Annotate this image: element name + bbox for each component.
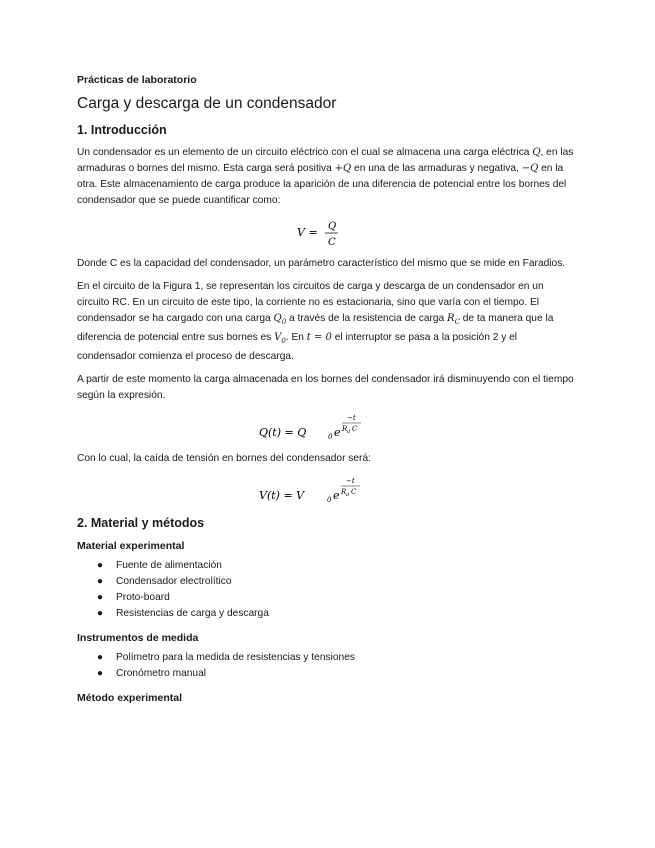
equation-v-of-t <box>77 474 577 508</box>
section-heading-introduccion: 1. Introducción <box>77 123 167 137</box>
header-label: Prácticas de laboratorio <box>77 74 197 86</box>
svg-text:e: e <box>334 426 341 440</box>
svg-text:R: R <box>342 425 348 434</box>
paragraph-capacidad: Donde C es la capacidad del condensador, un parámetro característico del mismo que se mide en Faradios. <box>77 258 566 269</box>
list-materials <box>77 558 577 622</box>
list-item: ● Fuente de alimentación <box>77 558 577 574</box>
document-title: Carga y descarga de un condensador <box>77 95 337 112</box>
svg-text:e: e <box>333 489 340 503</box>
bullet-icon: ● <box>97 560 104 572</box>
bullet-icon: ● <box>97 652 104 664</box>
svg-text:C: C <box>352 425 358 434</box>
subheading-metodo-experimental: Método experimental <box>77 692 183 705</box>
list-instruments <box>77 650 577 682</box>
section-heading-material-metodos: 2. Material y métodos <box>77 516 205 531</box>
subheading-material-experimental: Material experimental <box>77 540 185 553</box>
eq1-den: C <box>328 237 336 248</box>
math-q: Q <box>532 147 541 158</box>
svg-text:C: C <box>351 488 357 497</box>
document-body <box>77 74 577 710</box>
math-minus-q: −Q <box>521 163 539 174</box>
list-item: ● Proto-board <box>77 590 577 606</box>
list-item: ● Cronómetro manual <box>77 666 577 682</box>
bullet-icon: ● <box>97 668 104 680</box>
eq1-lhs: V = <box>297 226 318 239</box>
paragraph-descarga: A partir de este momento la carga almacenada en los bornes del condensador irá disminuyendo con el tiempo según la expresión. <box>77 374 574 402</box>
svg-text:−t: −t <box>346 477 355 486</box>
subheading-instrumentos: Instrumentos de medida <box>77 632 199 645</box>
math-plus-q: +Q <box>334 163 352 174</box>
svg-text:0: 0 <box>327 496 332 505</box>
eq1-num: Q <box>328 221 337 232</box>
bullet-icon: ● <box>97 576 104 588</box>
bullet-icon: ● <box>97 592 104 604</box>
svg-text:d: d <box>346 492 350 499</box>
list-item: ● Resistencias de carga y descarga <box>77 606 577 622</box>
list-item: ● Polímetro para la medida de resistencias y tensiones <box>77 650 577 666</box>
svg-text:0: 0 <box>328 433 333 442</box>
list-item: ● Condensador electrolítico <box>77 574 577 590</box>
paragraph-circuito-rc: En el circuito de la Figura 1, se representan los circuitos de carga y descarga de un condensador en un circuito RC. En un circuito de este tipo, la corriente no es estacionaria, sino que varía con el tiempo. El condensador se ha cargado con una carga $Q_0$ a través de la resistencia de carga $R_C$ de ta manera que la diferencia de potencial entre sus bornes es $V_0$. En t = 0 el interruptor se pasa a la posición 2 y el condensador comienza el proceso de descarga. <box>77 281 554 363</box>
bullet-icon: ● <box>97 608 104 620</box>
equation-v-equals-q-over-c <box>77 216 577 250</box>
svg-text:V(t) = V: V(t) = V <box>259 489 305 503</box>
svg-text:R: R <box>341 488 347 497</box>
paragraph-caida-tension: Con lo cual, la caída de tensión en bornes del condensador será: <box>77 453 371 465</box>
svg-text:−t: −t <box>347 414 356 423</box>
svg-text:Q(t) = Q: Q(t) = Q <box>259 426 307 440</box>
svg-text:d: d <box>347 429 351 436</box>
equation-q-of-t <box>77 411 577 445</box>
paragraph-condensador-definition: Un condensador es un elemento de un circuito eléctrico con el cual se almacena una carga eléctrica Q, en las armaduras o bornes del mismo. Esta carga será positiva +Q en una de las armaduras y negativa, −Q en la otra. Este almacenamiento de carga produce la aparición de una diferencia de potencial entre los bornes del condensador que se puede cuantificar como: <box>77 147 574 206</box>
